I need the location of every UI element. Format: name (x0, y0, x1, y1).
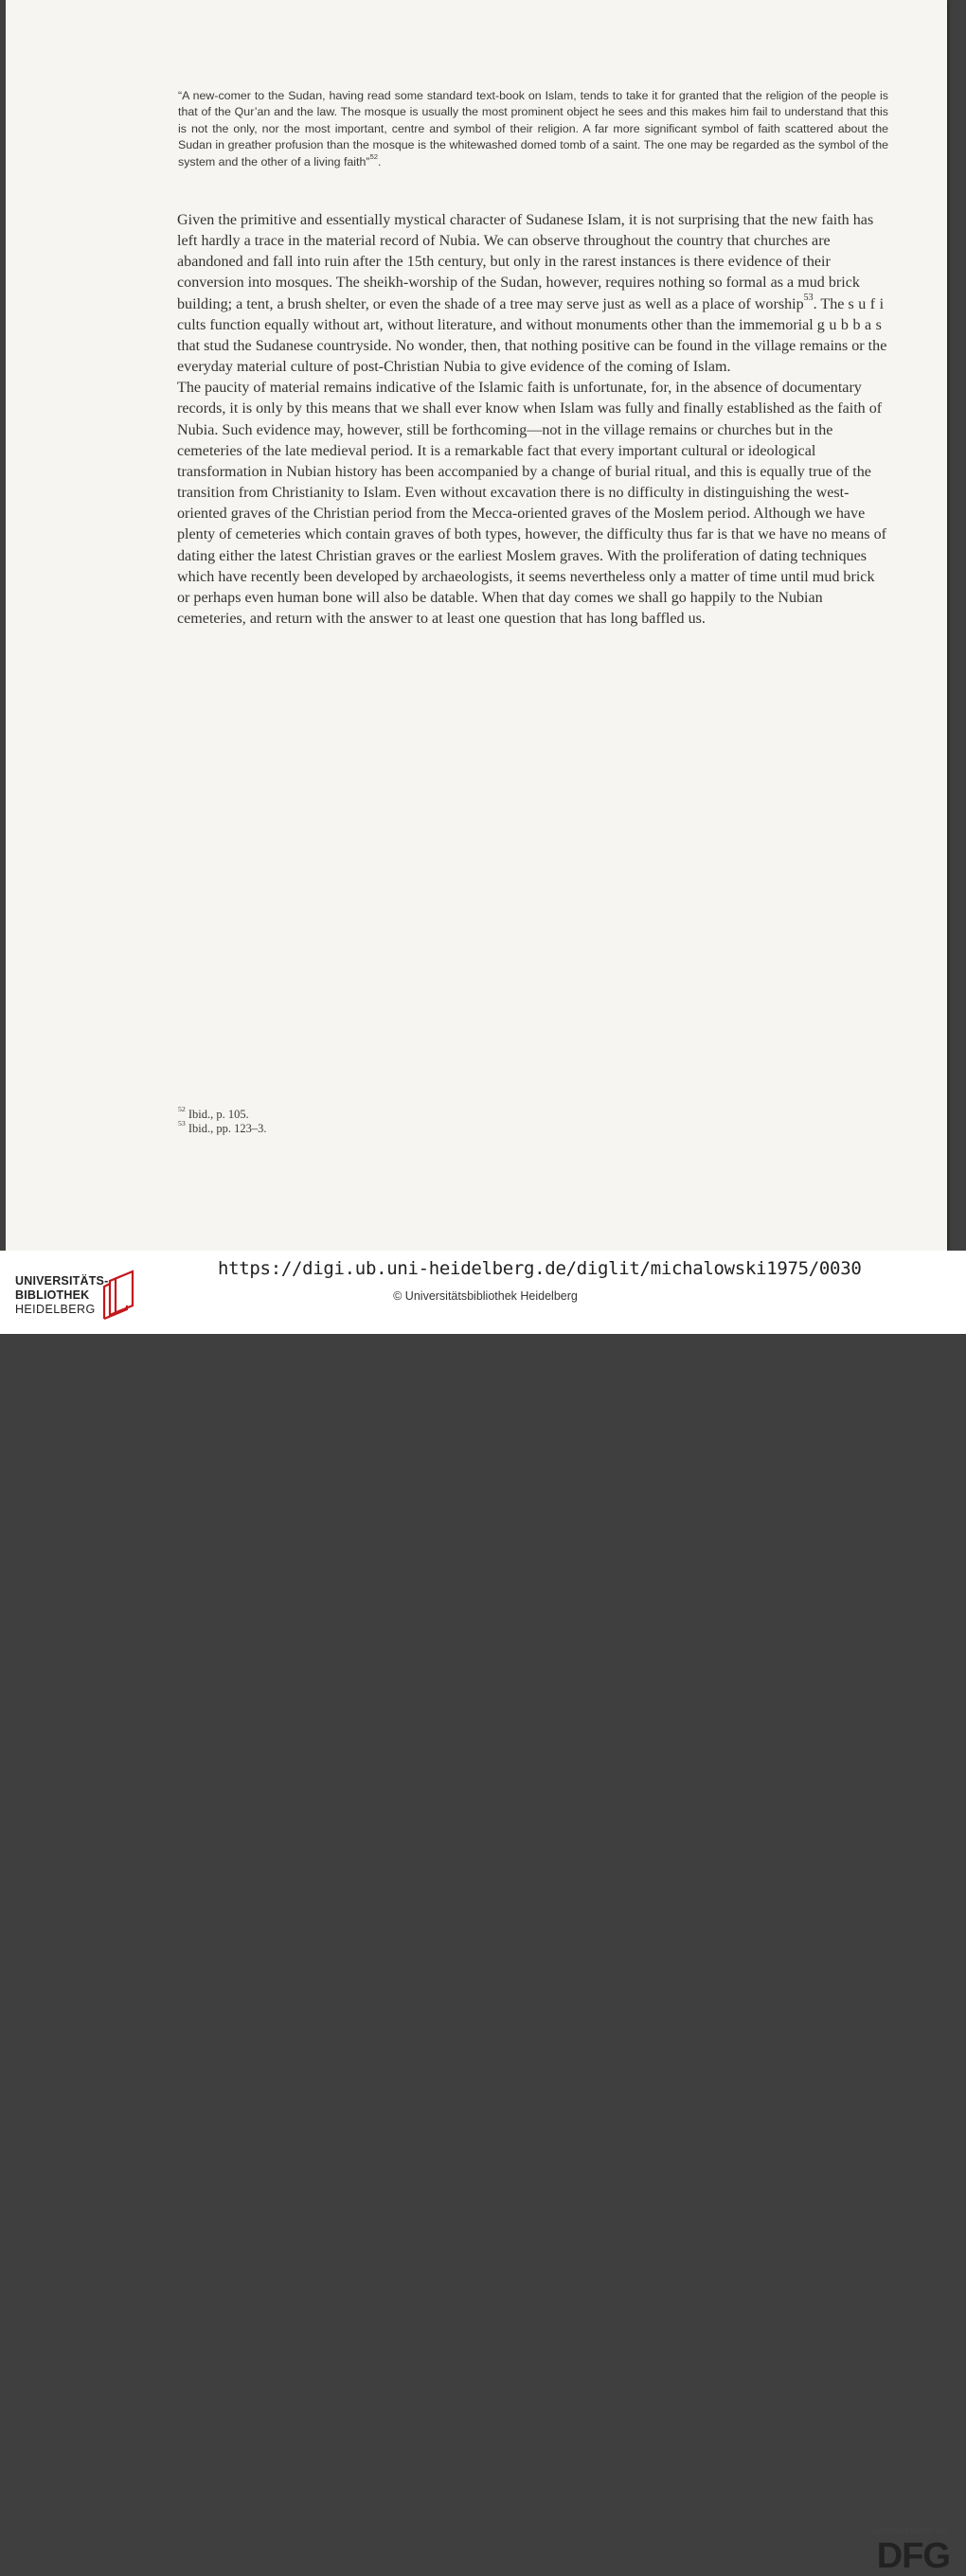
library-name-line-3: HEIDELBERG (15, 1303, 96, 1316)
paragraph-1-part-4: that stud the Sudanese countryside. No wonder, then, that nothing positive can be found in the village remains or the everyday material culture of post-Christian Nubia to give evidence of the coming of Islam. (177, 337, 887, 376)
paragraph-1-part-1: Given the primitive and essentially mystical character of Sudanese Islam, it is not surprising that the new faith has left hardly a trace in the material record of Nubia. We can observe throughout the country that churches are abandoned and fall into ruin after the 15th century, but only in the rarest instances is there evidence of their conversion into mosques. The sheikh-worship of the Sudan, however, requires nothing so formal as a mud brick building; a tent, a brush shelter, or even the shade of a tree may serve just as well as a place of worship (177, 212, 874, 312)
footnote-ref-52[interactable]: 52 (369, 151, 379, 161)
footnote-ref-53[interactable]: 53 (803, 293, 814, 304)
term-sufi: sufi (848, 295, 888, 312)
footnote-52 (178, 1105, 267, 1122)
paragraph-1-part-3: cults function equally without art, without literature, and without monuments other than the immemorial (177, 316, 817, 333)
term-gubbas: gubbas (816, 316, 886, 333)
copyright-notice: © Universitätsbibliothek Heidelberg (393, 1289, 578, 1303)
footnote-number: 52 (178, 1105, 186, 1114)
library-name-line-2: BIBLIOTHEK (15, 1288, 90, 1302)
paragraph-1 (177, 210, 889, 378)
dfg-logo[interactable]: DFG (876, 2536, 950, 2576)
permalink-url[interactable]: https://digi.ub.uni-heidelberg.de/diglit/michalowski1975/0030 (218, 1258, 862, 1279)
block-quote (178, 88, 888, 170)
paragraph-2: The paucity of material remains indicative of the Islamic faith is unfortunate, for, in the absence of documentary records, it is only by this means that we shall ever know when Islam was fully and finally established as the faith of Nubia. Such evidence may, however, still be forthcoming—not in the village remains or churches but in the cemeteries of the late medieval period. It is a remarkable fact that every important cultural or ideological transformation in Nubian history has been accompanied by a change of burial ritual, and this is equally true of the transition from Christianity to Islam. Even without excavation there is no difficulty in distinguishing the west-oriented graves of the Christian period from the Mecca-oriented graves of the Moslem period. Although we have plenty of cemeteries which contain graves of both types, however, the difficulty thus far is that we have no means of dating either the latest Christian graves or the earliest Moslem graves. With the proliferation of dating techniques which have recently been developed by archaeologists, it seems nevertheless only a matter of time until mud brick or perhaps even human bone will also be datable. When that day comes we shall go happily to the Nubian cemeteries, and return with the answer to at least one question that has long baffled us. (177, 380, 886, 627)
library-mark-icon (100, 1268, 140, 1321)
footnote-text: Ibid., pp. 123–3. (188, 1121, 267, 1135)
footnotes (178, 1105, 267, 1135)
library-name-line-1: UNIVERSITÄTS- (15, 1274, 109, 1288)
university-library-logo[interactable] (15, 1266, 138, 1323)
footnote-number: 53 (178, 1118, 186, 1128)
footnote-53 (178, 1118, 267, 1136)
footnote-text: Ibid., p. 105. (188, 1108, 249, 1121)
body-text (177, 210, 889, 630)
quote-end: . (378, 154, 382, 169)
quote-text: “A new-comer to the Sudan, having read some standard text-book on Islam, tends to take it for granted that the religion of the people is that of the Qur’an and the law. The mosque is usually the most prominent object he sees and this makes him fail to understand that this is not the only, nor the most important, centre and symbol of their religion. A far more significant symbol of faith scattered about the Sudan in greather profusion than the mosque is the whitewashed domed tomb of a saint. The one may be regarded as the symbol of the system and the other of a living faith” (178, 89, 888, 169)
paragraph-1-part-2: . The (813, 295, 849, 312)
funding-note: gefördert durch die (871, 2526, 947, 2536)
